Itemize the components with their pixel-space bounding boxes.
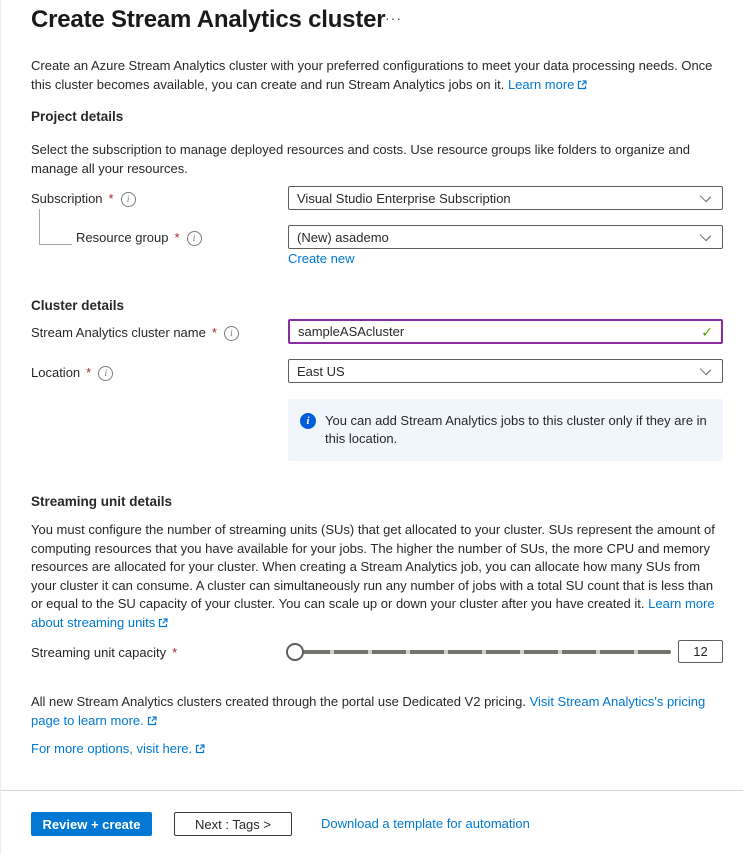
resource-group-connector-line bbox=[39, 209, 72, 245]
location-info-box bbox=[288, 399, 723, 461]
capacity-slider-handle[interactable] bbox=[286, 643, 304, 661]
more-options-link[interactable]: For more options, visit here. bbox=[31, 741, 205, 756]
resource-group-dropdown[interactable] bbox=[288, 225, 723, 249]
external-link-icon bbox=[158, 618, 168, 628]
intro-text: Create an Azure Stream Analytics cluster with your preferred configurations to meet your data processing needs. Once this cluster becomes available, you can create and run Stream Analytics jobs on it. bbox=[31, 58, 713, 92]
valid-check-icon: ✓ bbox=[701, 324, 713, 340]
pricing-note: All new Stream Analytics clusters created through the portal use Dedicated V2 pricing. Visit Stream Analytics's pricing page to learn more. bbox=[31, 694, 706, 728]
chevron-down-icon bbox=[700, 364, 711, 375]
review-create-button[interactable]: Review + create bbox=[31, 812, 152, 836]
streaming-unit-description: You must configure the number of streaming units (SUs) that get allocated to your cluster. SUs represent the amount of computing resources that you have available for your jobs. The higher the number of SUs, the more CPU and memory resources are allocated for your cluster. When creating a Stream Analytics job, you can allocate how many SUs from your cluster it can consume. A cluster can simultaneously run any number of jobs with a total SU count that is less than or equal to the SU capacity of your cluster. You can scale up or down your cluster after you have created it. Learn more about streaming units bbox=[31, 522, 715, 630]
location-dropdown[interactable] bbox=[288, 359, 723, 383]
streaming-unit-details-heading: Streaming unit details bbox=[31, 494, 173, 509]
location-value: East US bbox=[297, 363, 345, 379]
cluster-name-info-icon[interactable]: i bbox=[224, 326, 239, 341]
info-icon: i bbox=[300, 413, 316, 429]
external-link-icon bbox=[195, 744, 205, 754]
next-tags-button[interactable]: Next : Tags > bbox=[174, 812, 292, 836]
required-asterisk: * bbox=[174, 230, 180, 245]
download-template-link[interactable]: Download a template for automation bbox=[321, 816, 530, 831]
cluster-name-input[interactable] bbox=[298, 324, 695, 339]
subscription-label: Subscription * i bbox=[31, 191, 136, 207]
required-asterisk: * bbox=[211, 325, 217, 340]
chevron-down-icon bbox=[700, 191, 711, 202]
external-link-icon bbox=[577, 80, 587, 90]
more-options-paragraph bbox=[31, 740, 205, 759]
chevron-down-icon bbox=[700, 230, 711, 241]
project-details-description: Select the subscription to manage deployed resources and costs. Use resource groups like folders to organize and manage all your resources. bbox=[31, 142, 691, 176]
cluster-details-heading: Cluster details bbox=[31, 298, 125, 313]
cluster-name-label: Stream Analytics cluster name * i bbox=[31, 325, 239, 341]
required-asterisk: * bbox=[86, 365, 92, 380]
create-new-link[interactable]: Create new bbox=[288, 251, 355, 266]
resource-group-label: Resource group * i bbox=[76, 230, 202, 246]
subscription-info-icon[interactable]: i bbox=[121, 192, 136, 207]
required-asterisk: * bbox=[172, 645, 178, 660]
required-asterisk: * bbox=[108, 191, 114, 206]
learn-more-link[interactable]: Learn more bbox=[508, 77, 587, 92]
intro-paragraph bbox=[31, 57, 721, 94]
location-info-message: You can add Stream Analytics jobs to this cluster only if they are in this location. bbox=[325, 413, 707, 446]
pricing-page-link[interactable]: Visit Stream Analytics's pricing page to learn more. bbox=[31, 694, 706, 728]
capacity-value-input[interactable] bbox=[678, 640, 723, 663]
learn-more-streaming-units-link[interactable]: Learn more about streaming units bbox=[31, 596, 715, 630]
streaming-unit-capacity-label: Streaming unit capacity * bbox=[31, 645, 178, 660]
subscription-value: Visual Studio Enterprise Subscription bbox=[297, 190, 511, 206]
project-details-heading: Project details bbox=[31, 109, 124, 124]
location-label: Location * i bbox=[31, 365, 113, 381]
resource-group-value: (New) asademo bbox=[297, 229, 389, 245]
footer-divider bbox=[1, 790, 743, 791]
resource-group-info-icon[interactable]: i bbox=[187, 231, 202, 246]
location-info-icon[interactable]: i bbox=[98, 366, 113, 381]
more-options-icon[interactable]: ··· bbox=[385, 10, 402, 26]
capacity-slider-track[interactable] bbox=[296, 650, 671, 654]
page-title: Create Stream Analytics cluster bbox=[31, 6, 386, 33]
cluster-name-field bbox=[288, 319, 723, 344]
subscription-dropdown[interactable] bbox=[288, 186, 723, 210]
external-link-icon bbox=[147, 716, 157, 726]
